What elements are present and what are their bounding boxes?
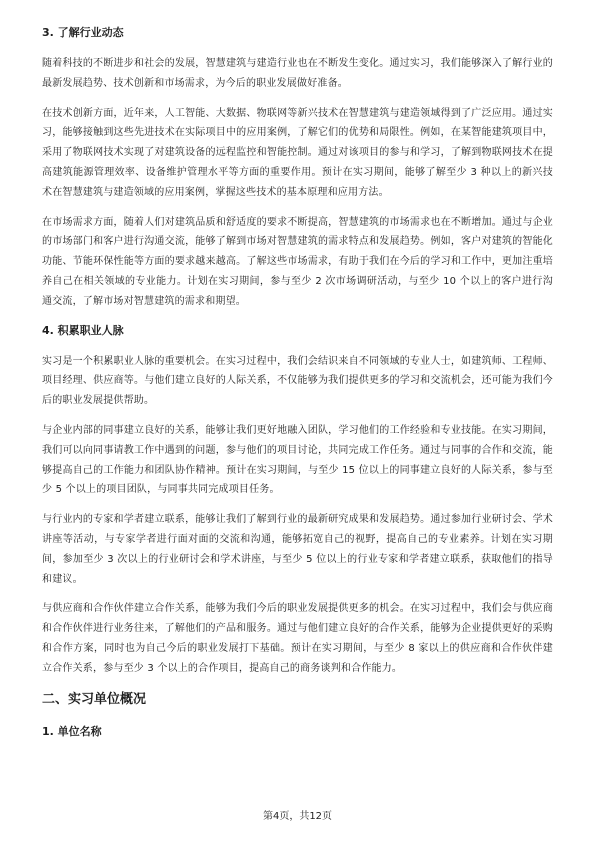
paragraph: 在技术创新方面，近年来，人工智能、大数据、物联网等新兴技术在智慧建筑与建造领域得到了广泛应用。通过实习，能够接触到这些先进技术在实际项目中的应用案例，了解它们的优势和局限性。例如，在某智能建筑项目中，采用了物联网技术实现了对建筑设备的远程监控和智能控制。通过对该项目的参与和学习，了解到物联网技术在提高建筑能源管理效率、设备维护管理水平等方面的重要作用。预计在实习期间，能够了解至少 3 种以上的新兴技术在智慧建筑与建造领域的应用案例，掌握这些技术的基本原理和应用方法。: [42, 107, 553, 198]
paragraph: 实习是一个积累职业人脉的重要机会。在实习过程中，我们会结识来自不同领域的专业人士，如建筑师、工程师、项目经理、供应商等。与他们建立良好的人际关系，不仅能够为我们提供更多的学习和交流机会，还可能为我们今后的职业发展提供帮助。: [42, 355, 553, 407]
section-subheading: 1. 单位名称: [42, 724, 102, 738]
page-number: 第4页，共12页: [262, 811, 333, 822]
section-subheading: 3. 了解行业动态: [42, 26, 124, 39]
paragraph: 与行业内的专家和学者建立联系，能够让我们了解到行业的最新研究成果和发展趋势。通过参加行业研讨会、学术讲座等活动，与专家学者进行面对面的交流和沟通，能够拓宽自己的视野，提高自己的专业素养。计划在实习期间，参加至少 3 次以上的行业研讨会和学术讲座，与至少 5 位以上的行业专家和学者建立联系，获取他们的指导和建议。: [42, 514, 553, 585]
paragraph: 与供应商和合作伙伴建立合作关系，能够为我们今后的职业发展提供更多的机会。在实习过程中，我们会与供应商和合作伙伴进行业务往来，了解他们的产品和服务。通过与他们建立良好的合作关系，能够为企业提供更好的采购和合作方案，同时也为自己今后的职业发展打下基础。预计在实习期间，与至少 8 家以上的供应商和合作伙伴建立合作关系，参与至少 3 个以上的合作项目，提高自己的商务谈判和合作能力。: [42, 603, 553, 674]
section-subheading: 4. 积累职业人脉: [42, 323, 124, 337]
paragraph: 在市场需求方面，随着人们对建筑品质和舒适度的要求不断提高，智慧建筑的市场需求也在不断增加。通过与企业的市场部门和客户进行沟通交流，能够了解到市场对智慧建筑的需求特点和发展趋势。例如，客户对建筑的智能化功能、节能环保性能等方面的要求越来越高。了解这些市场需求，有助于我们在今后的学习和工作中，更加注重培养自己在相关领域的专业能力。计划在实习期间，参与至少 2 次市场调研活动，与至少 10 个以上的客户进行沟通交流，了解市场对智慧建筑的需求和期望。: [42, 216, 553, 307]
page-content: [42, 24, 553, 753]
paragraph: 随着科技的不断进步和社会的发展，智慧建筑与建造行业也在不断发生变化。通过实习，我们能够深入了解行业的最新发展趋势、技术创新和市场需求，为今后的职业发展做好准备。: [42, 58, 553, 89]
paragraph: 与企业内部的同事建立良好的关系，能够让我们更好地融入团队，学习他们的工作经验和专业技能。在实习期间，我们可以向同事请教工作中遇到的问题，参与他们的项目讨论，共同完成工作任务。通过与同事的合作和交流，能够提高自己的工作能力和团队协作精神。预计在实习期间，与至少 15 位以上的同事建立良好的人际关系，参与至少 5 个以上的项目团队，与同事共同完成项目任务。: [42, 424, 553, 496]
section-heading: 二、实习单位概况: [42, 691, 147, 707]
